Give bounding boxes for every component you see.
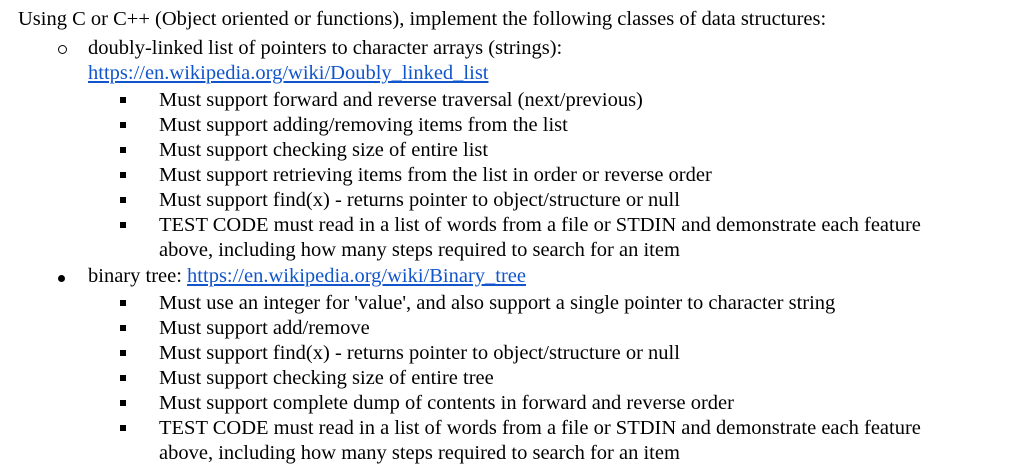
section1-link[interactable]: https://en.wikipedia.org/wiki/Doubly_linked_list	[88, 62, 489, 84]
square-bullet-icon	[120, 350, 126, 356]
square-bullet-icon	[120, 400, 126, 406]
hollow-circle-bullet-icon	[58, 36, 78, 60]
section2-title-wrap	[88, 264, 526, 288]
section1-item-text: Must support find(x) - returns pointer to object/structure or null	[159, 189, 680, 211]
square-bullet-icon	[120, 97, 126, 103]
section2-item-text: Must support checking size of entire tree	[159, 367, 494, 389]
square-bullet-icon	[120, 325, 126, 331]
section1-title: doubly-linked list of pointers to character arrays (strings):	[88, 37, 563, 59]
section2-item-text: TEST CODE must read in a list of words from a file or STDIN and demonstrate each feature	[159, 417, 921, 439]
filled-circle-bullet-icon	[58, 264, 78, 288]
section2-item-text: Must support find(x) - returns pointer to object/structure or null	[159, 342, 680, 364]
square-bullet-icon	[120, 425, 126, 431]
section2-title: binary tree:	[88, 265, 188, 287]
section1-item-text: Must support checking size of entire list	[159, 139, 489, 161]
section1-item-text: above, including how many steps required to search for an item	[159, 239, 680, 261]
section1-item-text: Must support retrieving items from the list in order or reverse order	[159, 164, 712, 186]
intro-text: Using C or C++ (Object oriented or functions), implement the following classes of data structures:	[18, 8, 827, 30]
section2-item-text: above, including how many steps required to search for an item	[159, 442, 680, 464]
section1-item-text: Must support forward and reverse traversal (next/previous)	[159, 89, 643, 111]
section2-item-text: Must use an integer for 'value', and also support a single pointer to character string	[159, 292, 836, 314]
section2-link[interactable]: https://en.wikipedia.org/wiki/Binary_tree	[187, 265, 526, 287]
square-bullet-icon	[120, 222, 126, 228]
square-bullet-icon	[120, 172, 126, 178]
square-bullet-icon	[120, 375, 126, 381]
square-bullet-icon	[120, 147, 126, 153]
section1-item-text: Must support adding/removing items from the list	[159, 114, 568, 136]
square-bullet-icon	[120, 300, 126, 306]
section2-item-text: Must support complete dump of contents in forward and reverse order	[159, 392, 734, 414]
square-bullet-icon	[120, 197, 126, 203]
section1-link-line	[88, 61, 489, 85]
square-bullet-icon	[120, 122, 126, 128]
section2-item-text: Must support add/remove	[159, 317, 370, 339]
section1-item-text: TEST CODE must read in a list of words from a file or STDIN and demonstrate each feature	[159, 214, 921, 236]
